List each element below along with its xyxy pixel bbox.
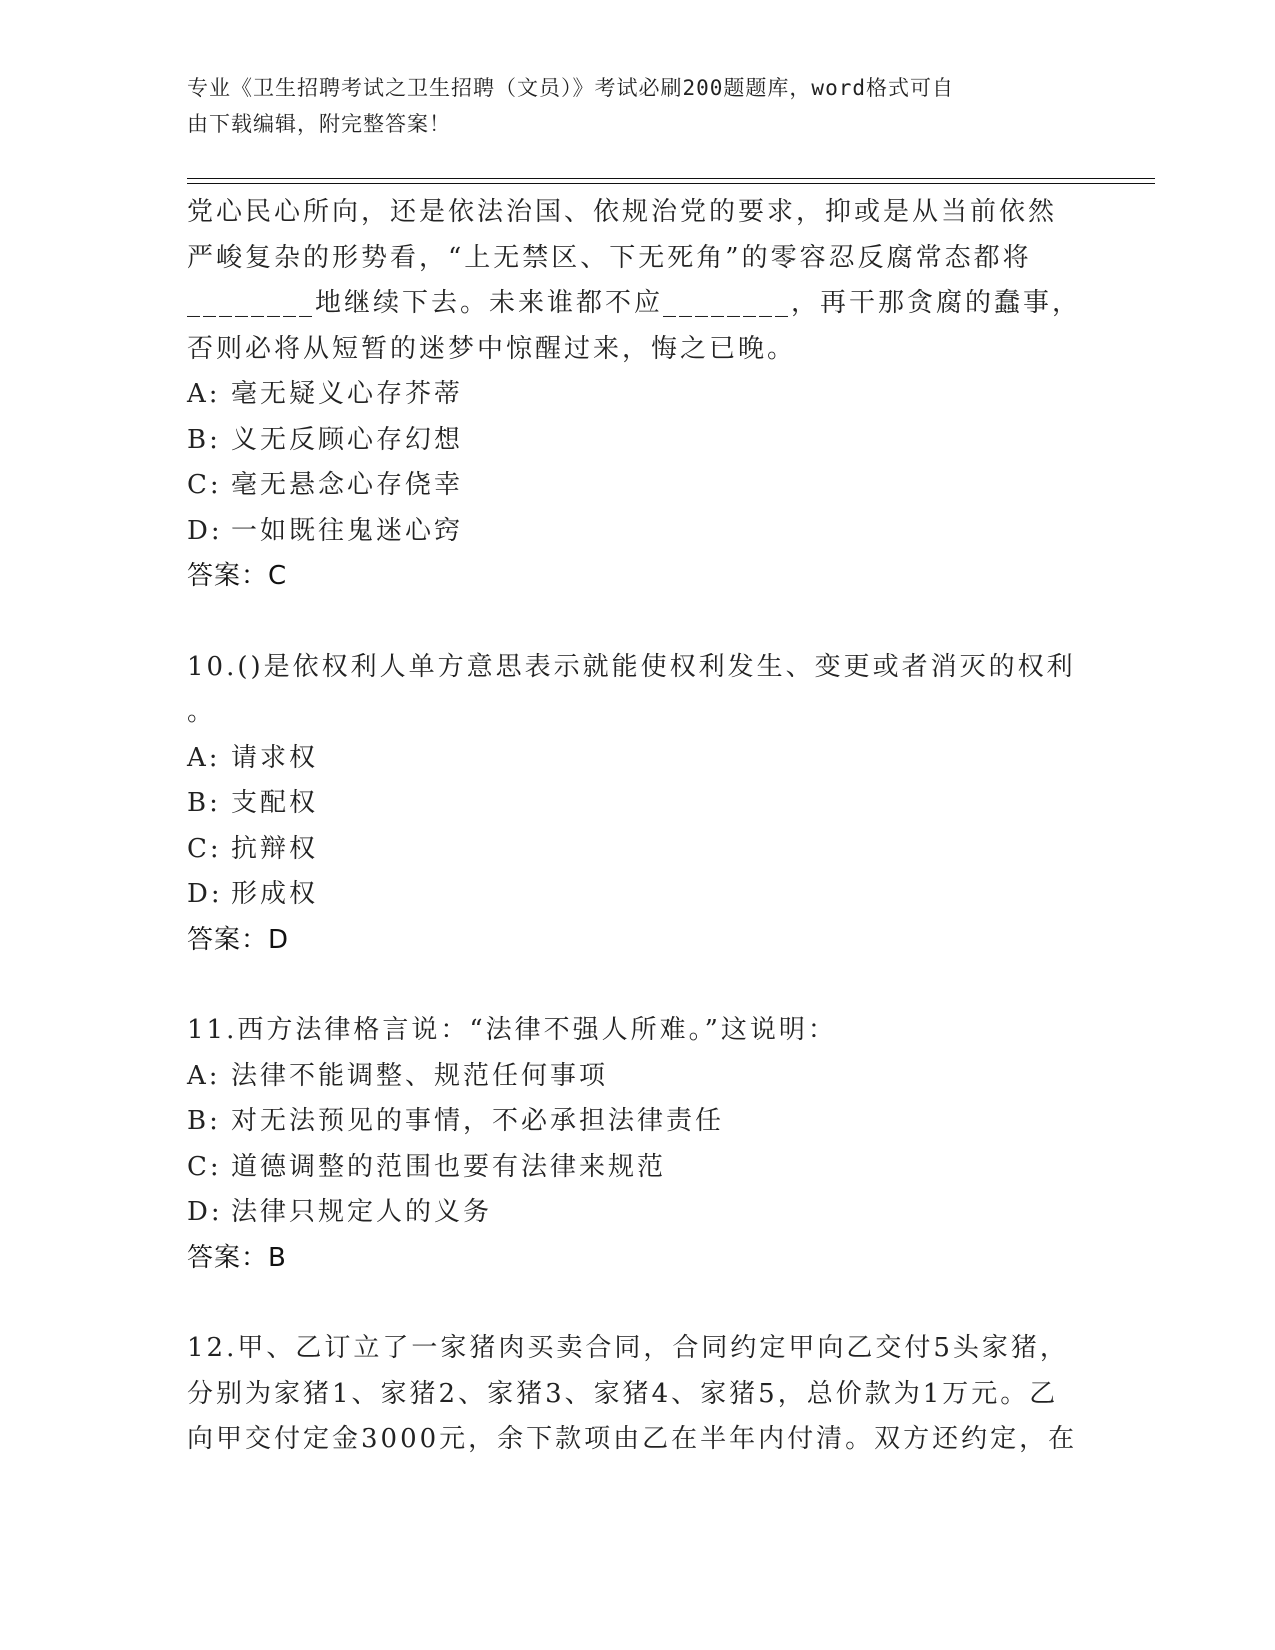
- option-text: 法律只规定人的义务: [231, 1197, 493, 1227]
- option-key: D:: [187, 879, 223, 909]
- question-text-line: 10.()是依权利人单方意思表示就能使权利发生、变更或者消灭的权利: [187, 651, 1076, 682]
- question-text-line: 分别为家猪1、家猪2、家猪3、家猪4、家猪5，总价款为1万元。乙: [187, 1378, 1059, 1409]
- option-text: 支配权: [231, 788, 319, 818]
- document-body: [187, 190, 1087, 1463]
- option-c: [187, 827, 1087, 873]
- answer-line: 答案：C: [187, 561, 288, 591]
- option-key: A:: [187, 1060, 221, 1091]
- header-line-1: 专业《卫生招聘考试之卫生招聘（文员）》考试必刷200题题库，word格式可自: [187, 76, 954, 100]
- option-key: B:: [187, 1106, 221, 1136]
- option-key: D:: [187, 515, 223, 546]
- question-10: [187, 645, 1087, 964]
- option-text: 义无反顾心存幻想: [231, 424, 464, 455]
- question-text-line: 。: [187, 697, 217, 727]
- question-text-line: 党心民心所向，还是依法治国、依规治党的要求，抑或是从当前依然: [187, 197, 1058, 227]
- option-key: B:: [187, 788, 221, 818]
- option-text: 对无法预见的事情，不必承担法律责任: [231, 1106, 725, 1136]
- option-text: 形成权: [231, 879, 319, 909]
- option-key: A:: [187, 379, 221, 409]
- option-key: B:: [187, 424, 221, 455]
- option-a: [187, 372, 1087, 418]
- option-text: 毫无悬念心存侥幸: [231, 470, 464, 500]
- option-text: 一如既往鬼迷心窍: [231, 515, 464, 546]
- answer-line: 答案：D: [187, 924, 290, 955]
- question-12: [187, 1326, 1087, 1463]
- option-a: [187, 1054, 1087, 1100]
- option-d: [187, 509, 1087, 555]
- option-key: A:: [187, 742, 221, 773]
- option-text: 抗辩权: [231, 833, 319, 864]
- answer-line: 答案：B: [187, 1242, 287, 1273]
- question-text-line: ________地继续下去。未来谁都不应________，再干那贪腐的蠢事，: [187, 288, 1082, 318]
- spacer: [187, 1281, 1087, 1326]
- page-header: [187, 70, 1067, 142]
- option-text: 请求权: [231, 742, 319, 773]
- option-b: [187, 1099, 1087, 1145]
- question-text-line: 向甲交付定金3000元，余下款项由乙在半年内付清。双方还约定，在: [187, 1424, 1078, 1454]
- option-key: C:: [187, 470, 222, 500]
- question-11: [187, 1008, 1087, 1281]
- question-text-line: 否则必将从短暂的迷梦中惊醒过来，悔之已晚。: [187, 333, 797, 364]
- option-key: D:: [187, 1197, 223, 1227]
- option-c: [187, 463, 1087, 509]
- option-d: [187, 1190, 1087, 1236]
- header-double-rule: [187, 178, 1155, 184]
- option-d: [187, 872, 1087, 918]
- option-b: [187, 781, 1087, 827]
- header-line-2: 由下载编辑，附完整答案！: [187, 112, 451, 136]
- option-text: 法律不能调整、规范任何事项: [231, 1060, 609, 1091]
- option-b: [187, 418, 1087, 464]
- option-text: 毫无疑义心存芥蒂: [231, 379, 464, 409]
- question-text-line: 严峻复杂的形势看，“上无禁区、下无死角”的零容忍反腐常态都将: [187, 242, 1032, 273]
- option-c: [187, 1145, 1087, 1191]
- spacer: [187, 963, 1087, 1008]
- question-text-line: 11.西方法律格言说：“法律不强人所难。”这说明：: [187, 1015, 837, 1045]
- spacer: [187, 600, 1087, 645]
- option-key: C:: [187, 1151, 222, 1182]
- option-key: C:: [187, 833, 222, 864]
- option-text: 道德调整的范围也要有法律来规范: [231, 1151, 667, 1182]
- question-text-line: 12.甲、乙订立了一家猪肉买卖合同，合同约定甲向乙交付5头家猪，: [187, 1333, 1069, 1363]
- option-a: [187, 736, 1087, 782]
- question-9: [187, 190, 1087, 600]
